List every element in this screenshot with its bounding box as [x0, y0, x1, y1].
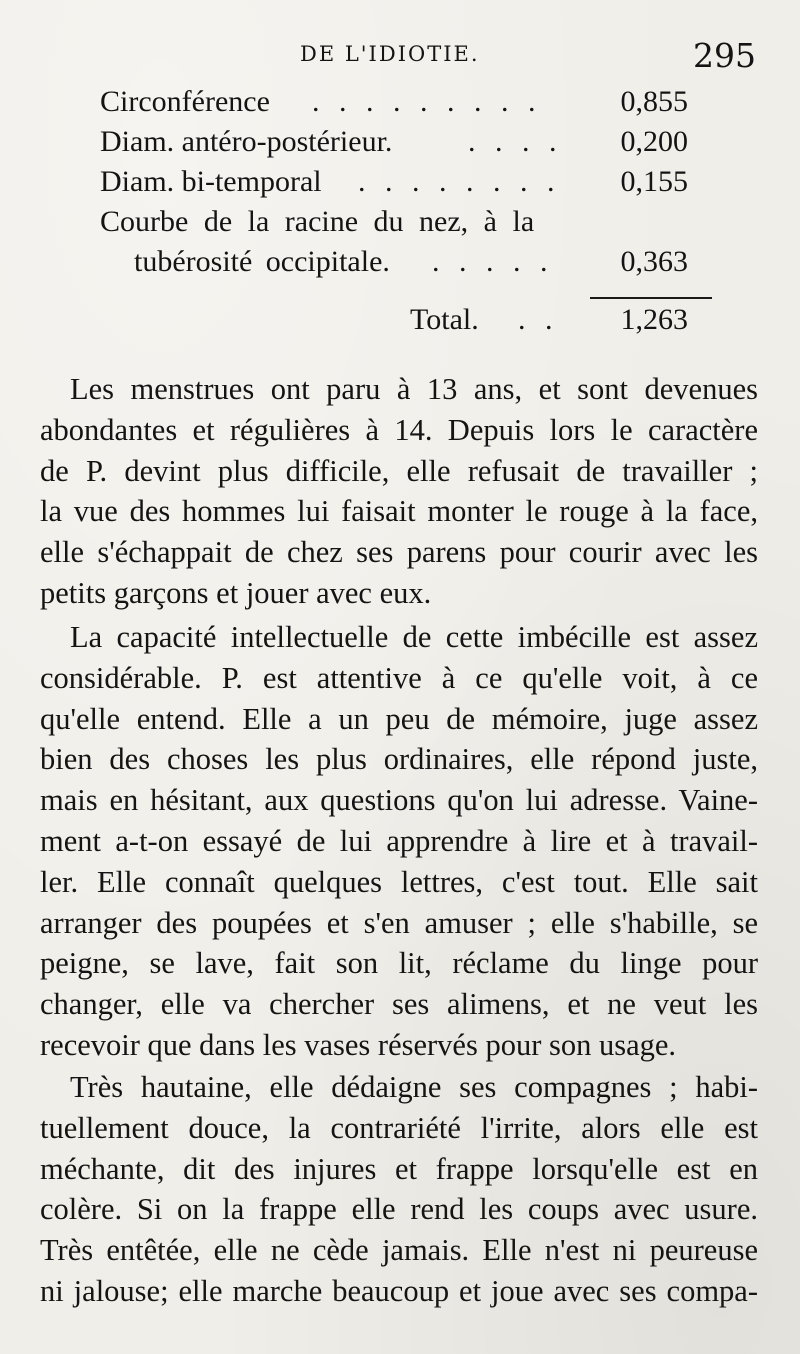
text-line: abondantes et régulières à 14. Depuis lors le caractère: [40, 412, 758, 447]
measurement-label: Diam. bi-temporal: [100, 165, 322, 198]
text-line: elle s'échappait de chez ses parens pour courir avec les: [40, 535, 758, 570]
text-line: considérable. P. est attentive à ce qu'elle voit, à ce: [40, 660, 758, 695]
text-line: la vue des hommes lui faisait monter le rouge à la face,: [40, 494, 758, 529]
paragraph: [40, 617, 758, 1066]
text-line: ler. Elle connaît quelques lettres, c'est tout. Elle sait: [40, 864, 758, 899]
leader-dots: . . . . . . . .: [358, 165, 561, 198]
measurement-label: Diam. antéro-postérieur.: [100, 125, 393, 158]
paragraph: [40, 1067, 758, 1312]
text-line: ment a-t-on essayé de lui apprendre à lire et à travail-: [40, 823, 758, 858]
leader-dots: . .: [518, 303, 559, 336]
total-rule: [590, 297, 712, 299]
total-label: Total.: [410, 303, 479, 336]
text-line: arranger des poupées et s'en amuser ; elle s'habille, se: [40, 905, 758, 940]
measurement-label: Courbe de la racine du nez, à la: [100, 205, 535, 238]
text-line: ni jalouse; elle marche beaucoup et joue avec ses compa-: [40, 1273, 758, 1308]
text-line: petits garçons et jouer avec eux.: [40, 575, 432, 610]
text-line: La capacité intellectuelle de cette imbécille est assez: [70, 620, 758, 654]
text-line: bien des choses les plus ordinaires, elle répond juste,: [40, 742, 758, 777]
measurement-label: tubérosité occipitale.: [134, 245, 390, 278]
leader-dots: . . . . .: [432, 245, 554, 278]
running-title: DE L'IDIOTIE.: [300, 42, 480, 66]
measurement-row: [100, 202, 710, 242]
running-head: [0, 36, 800, 76]
text-line: Très entêtée, elle ne cède jamais. Elle n'est ni peureuse: [40, 1233, 758, 1268]
text-line: Très hautaine, elle dédaigne ses compagnes ; habi-: [70, 1070, 758, 1104]
leader-dots: . . . .: [468, 125, 563, 158]
text-line: Les menstrues ont paru à 13 ans, et sont devenues: [70, 372, 758, 406]
measurement-value: 0,155: [620, 165, 688, 198]
measurement-row: [100, 162, 710, 202]
text-line: tuellement douce, la contrariété l'irrite, alors elle est: [40, 1110, 758, 1145]
text-line: qu'elle entend. Elle a un peu de mémoire, juge assez: [40, 701, 758, 736]
measurement-value: 0,363: [620, 245, 688, 278]
measurement-label: Circonférence: [100, 85, 270, 118]
text-line: mais en hésitant, aux questions qu'on lui adresse. Vaine-: [40, 783, 758, 818]
measurement-row: [100, 122, 710, 162]
leader-dots: . . . . . . . . .: [312, 85, 542, 118]
text-line: peigne, se lave, fait son lit, réclame du linge pour: [40, 946, 758, 981]
measurement-row: [100, 82, 710, 122]
measurement-total-row: [100, 300, 710, 340]
measurements-table: [100, 82, 710, 340]
text-line: recevoir que dans les vases réservés pour son usage.: [40, 1027, 677, 1062]
measurement-value: 0,855: [620, 85, 688, 118]
text-line: méchante, dit des injures et frappe lorsqu'elle est en: [40, 1151, 758, 1186]
text-line: colère. Si on la frappe elle rend les coups avec usure.: [40, 1192, 758, 1227]
text-line: de P. devint plus difficile, elle refusait de travailler ;: [40, 453, 758, 488]
measurement-row: [100, 242, 710, 282]
paragraph: [40, 369, 758, 614]
total-value: 1,263: [620, 303, 688, 336]
page-number: 295: [693, 36, 756, 75]
measurement-value: 0,200: [620, 125, 688, 158]
text-line: changer, elle va chercher ses alimens, et ne veut les: [40, 987, 758, 1022]
